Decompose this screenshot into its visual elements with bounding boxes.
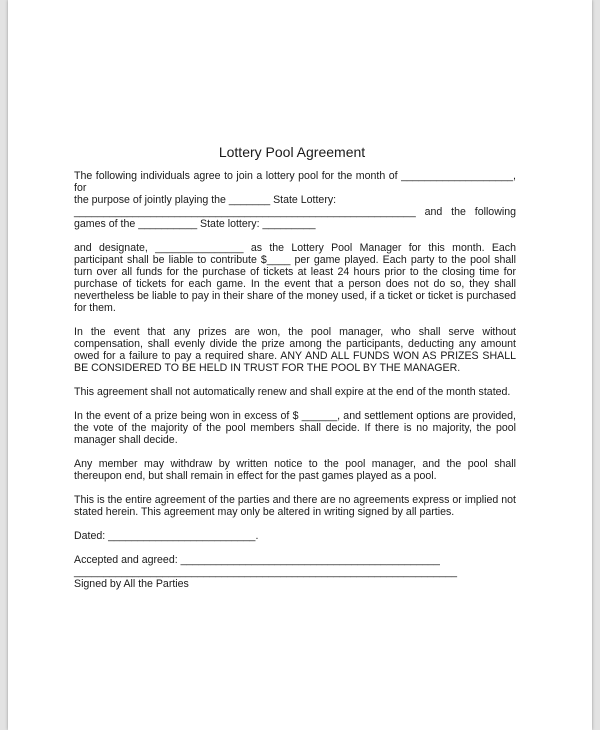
paragraph-prizes: In the event that any prizes are won, the pool manager, who shall serve without compensation, shall evenly divide the prize among the participants, deducting any amount owed for a failure to pay a required share. ANY AND ALL FUNDS WON AS PRIZES SHALL BE CONSIDERED TO BE HELD IN TRUST FOR THE POOL BY THE MANAGER. bbox=[74, 326, 516, 374]
paragraph-withdraw: Any member may withdraw by written notice to the pool manager, and the pool shall thereupon end, but shall remain in effect for the past games played as a pool. bbox=[74, 458, 516, 482]
document-body bbox=[74, 170, 516, 590]
paragraph-renewal: This agreement shall not automatically renew and shall expire at the end of the month stated. bbox=[74, 386, 511, 398]
dated-line: Dated: _________________________. bbox=[74, 530, 259, 542]
paragraph-entire-agreement: This is the entire agreement of the parties and there are no agreements express or implied not stated herein. This agreement may only be altered in writing signed by all parties. bbox=[74, 494, 516, 518]
signed-by-label: Signed by All the Parties bbox=[74, 578, 189, 590]
para1-line3: __________________________________________________________ and the following bbox=[74, 206, 516, 218]
para1-line1: The following individuals agree to join a lottery pool for the month of ___________________, for bbox=[74, 170, 516, 194]
signature-blank-line: _________________________________________________________________ bbox=[74, 566, 457, 578]
para1-line4: games of the __________ State lottery: _________ bbox=[74, 218, 316, 230]
para1-line2: the purpose of jointly playing the _______ State Lottery: bbox=[74, 194, 337, 206]
paragraph-designate-manager: and designate, _______________ as the Lottery Pool Manager for this month. Each participant shall be liable to contribute $____ per game played. Each party to the pool shall turn over all funds for the purchase of tickets at least 24 hours prior to the closing time for purchase of tickets for each game. In the event that a person does not do so, they shall nevertheless be liable to pay in their share of the money used, if a ticket or ticket is purchased for them. bbox=[74, 242, 516, 314]
accepted-line: Accepted and agreed: ____________________________________________ bbox=[74, 554, 440, 566]
document-title: Lottery Pool Agreement bbox=[218, 144, 366, 160]
paragraph-excess-prize: In the event of a prize being won in excess of $ ______, and settlement options are provided, the vote of the majority of the pool members shall decide. If there is no majority, the pool manager shall decide. bbox=[74, 410, 516, 446]
